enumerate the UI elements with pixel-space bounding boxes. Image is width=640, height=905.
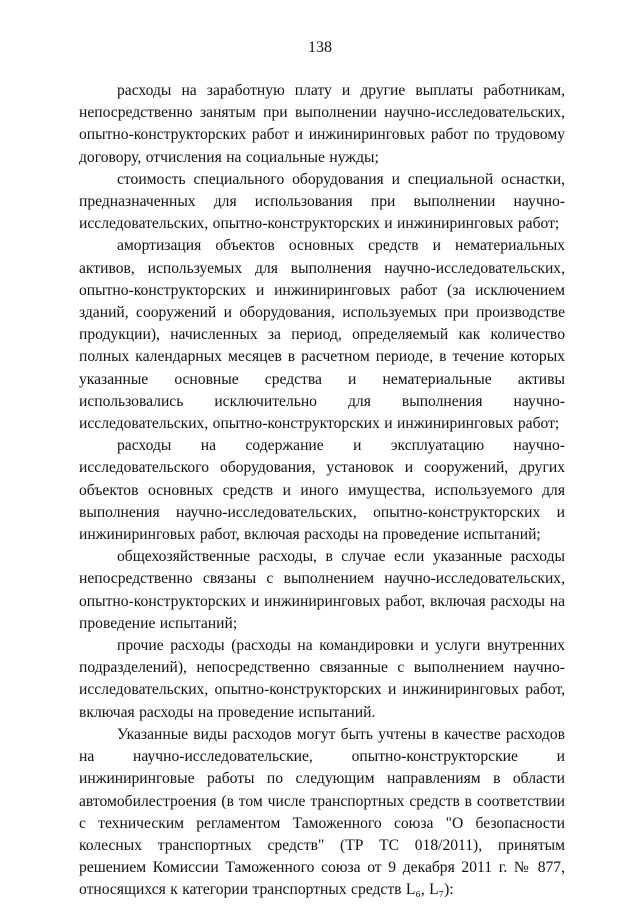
paragraph-general-expenses: общехозяйственные расходы, в случае если указанные расходы непосредственно связаны с выполнением научно-исследовательских, опытно-конструкторских и инжиниринговых работ, включая расходы на проведение испытаний; — [79, 548, 565, 632]
paragraph-special-equipment: стоимость специального оборудования и специальной оснастки, предназначенных для использования при выполнении научно-исследовательских, опытно-конструкторских и инжиниринговых работ; — [79, 170, 565, 233]
paragraph-maintenance-expenses: расходы на содержание и эксплуатацию научно-исследовательского оборудования, установок и сооружений, других объектов основных средств и иного имущества, используемого для выполнения научно-исследовательских, опытно-конструкторских и инжиниринговых работ, включая расходы на проведение испытаний; — [79, 437, 565, 544]
document-body — [79, 80, 565, 902]
page-number: 138 — [308, 39, 332, 56]
paragraph-automotive-directions: Указанные виды расходов могут быть учтены в качестве расходов на научно-исследовательские, опытно-конструкторские и инжиниринговые работы по следующим направлениям в области автомобилестроения (в том числе транспортных средств в соответствии с техническим регламентом Таможенного союза "О безопасности колесных транспортных средств" (ТР ТС 018/2011), принятым решением Комиссии Таможенного союза от 9 декабря 2011 г. № 877, относящихся к категории транспортных средств L₆, L₇): — [79, 725, 565, 899]
paragraph-depreciation: амортизация объектов основных средств и нематериальных активов, используемых для выполнения научно-исследовательских, опытно-конструкторских и инжиниринговых работ (за исключением зданий, сооружений и оборудования, используемых при производстве продукции), начисленных за период, определяемый как количество полных календарных месяцев в расчетном периоде, в течение которых указанные основные средства и нематериальные активы использовались исключительно для выполнения научно-исследовательских, опытно-конструкторских и инжиниринговых работ; — [79, 237, 565, 433]
paragraph-other-expenses: прочие расходы (расходы на командировки и услуги внутренних подразделений), непосредственно связанные с выполнением научно-исследовательских, опытно-конструкторских и инжиниринговых работ, включая расходы на проведение испытаний. — [79, 637, 565, 721]
paragraph-salary-expenses: расходы на заработную плату и другие выплаты работникам, непосредственно занятым при выполнении научно-исследовательских, опытно-конструкторских работ и инжиниринговых работ по трудовому договору, отчисления на социальные нужды; — [79, 82, 565, 166]
